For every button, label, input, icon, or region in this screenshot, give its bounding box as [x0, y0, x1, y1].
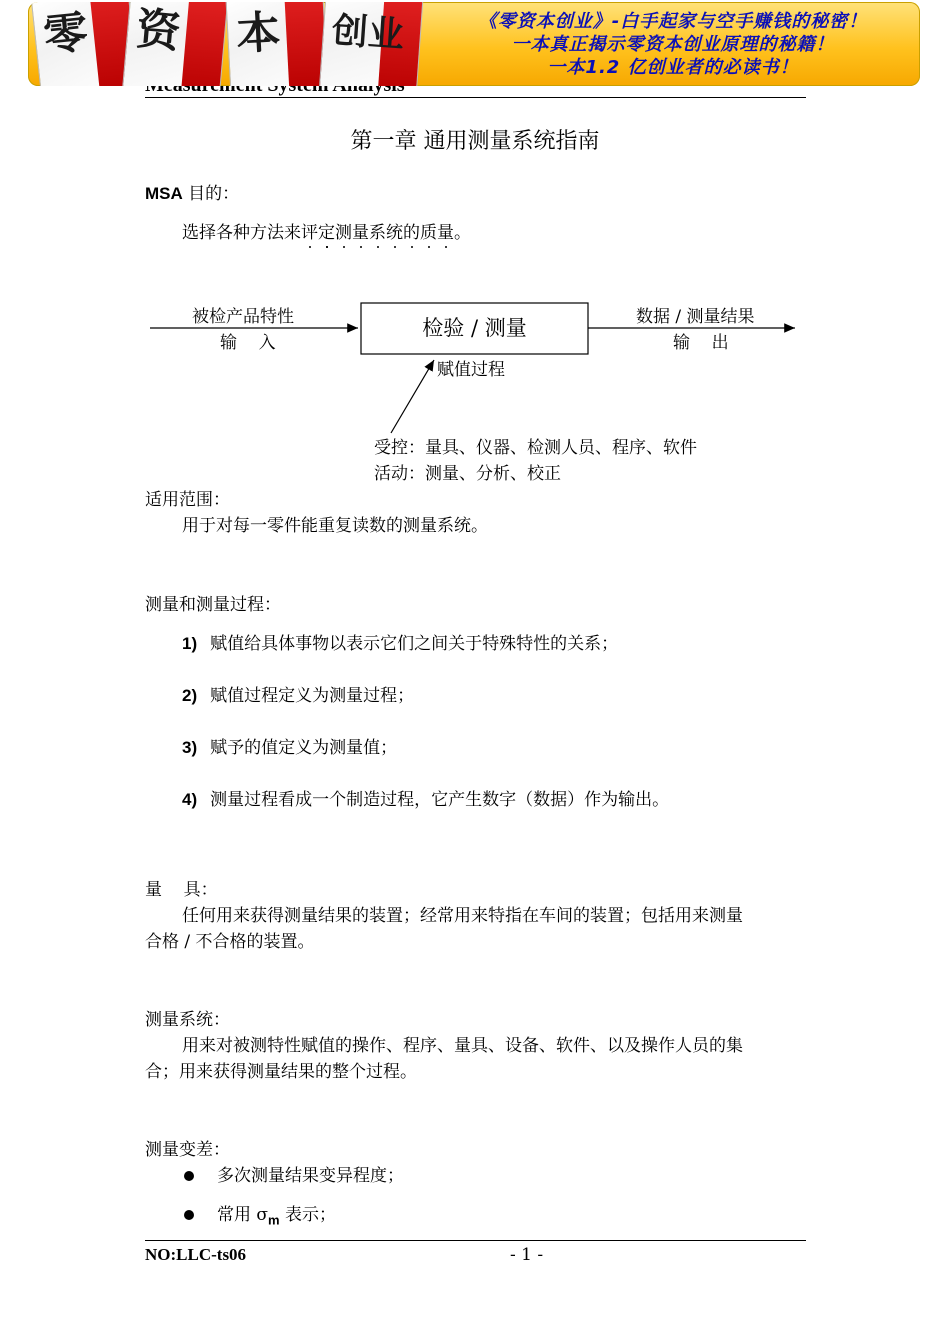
measurement-process-diagram [0, 0, 950, 480]
gauge-text-line-2: 合格 / 不合格的装置。 [145, 932, 315, 952]
control-arrow [391, 360, 434, 433]
bullet-icon [184, 1210, 194, 1220]
book-cover-image: 本 [225, 2, 328, 86]
list-item: 4) 测量过程看成一个制造过程，它产生数字（数据）作为输出。 [182, 790, 670, 810]
input-sub-label: 输 入 [220, 333, 276, 353]
purpose-text: 选择各种方法来评定测量系统的质量。 [182, 223, 471, 243]
banner-line-1: 《零资本创业》-白手起家与空手赚钱的秘密！ [478, 11, 868, 32]
purpose-heading: MSA 目的： [145, 184, 240, 204]
controlled-line-2: 活动：测量、分析、校正 [374, 464, 561, 484]
page-number: - 1 - [510, 1245, 544, 1265]
list-item: 3) 赋予的值定义为测量值； [182, 738, 398, 758]
output-label: 数据 / 测量结果 [636, 307, 755, 327]
scope-text: 用于对每一零件能重复读数的测量系统。 [182, 516, 488, 536]
system-text-line-1: 用来对被测特性赋值的操作、程序、量具、设备、软件、以及操作人员的集 [182, 1036, 743, 1056]
scope-heading: 适用范围： [145, 490, 230, 510]
process-box-label: 检验 / 测量 [422, 316, 527, 340]
variation-bullet-1: 多次测量结果变异程度； [217, 1166, 404, 1186]
chapter-title: 第一章 通用测量系统指南 [350, 129, 600, 154]
book-cover-image: 创业 [319, 2, 424, 86]
bullet-icon [184, 1171, 194, 1181]
system-text-line-2: 合；用来获得测量结果的整个过程。 [145, 1062, 417, 1082]
banner-line-3: 一本1.2 亿创业者的必读书！ [547, 57, 799, 78]
controlled-line-1: 受控：量具、仪器、检测人员、程序、软件 [374, 438, 697, 458]
book-cover-image: 零 [31, 2, 139, 86]
process-label: 赋值过程 [437, 360, 505, 380]
book-cover-image: 资 [122, 2, 228, 86]
list-item: 2) 赋值过程定义为测量过程； [182, 686, 415, 706]
gauge-text-line-1: 任何用来获得测量结果的装置；经常用来特指在车间的装置；包括用来测量 [182, 906, 743, 926]
gauge-heading: 量 具： [145, 880, 218, 900]
system-heading: 测量系统： [145, 1010, 230, 1030]
list-item: 1) 赋值给具体事物以表示它们之间关于特殊特性的关系； [182, 634, 619, 654]
msa-label: MSA [145, 184, 183, 203]
document-number: NO:LLC-ts06 [145, 1245, 247, 1264]
banner-line-2: 一本真正揭示零资本创业原理的秘籍！ [511, 34, 835, 55]
footer-rule [145, 1240, 806, 1241]
variation-heading: 测量变差： [145, 1140, 230, 1160]
variation-bullet-2: 常用 $\sigma_m$ 表示； [217, 1205, 336, 1228]
measurement-heading: 测量和测量过程： [145, 595, 281, 615]
input-label: 被检产品特性 [192, 307, 294, 327]
output-sub-label: 输 出 [673, 333, 729, 353]
